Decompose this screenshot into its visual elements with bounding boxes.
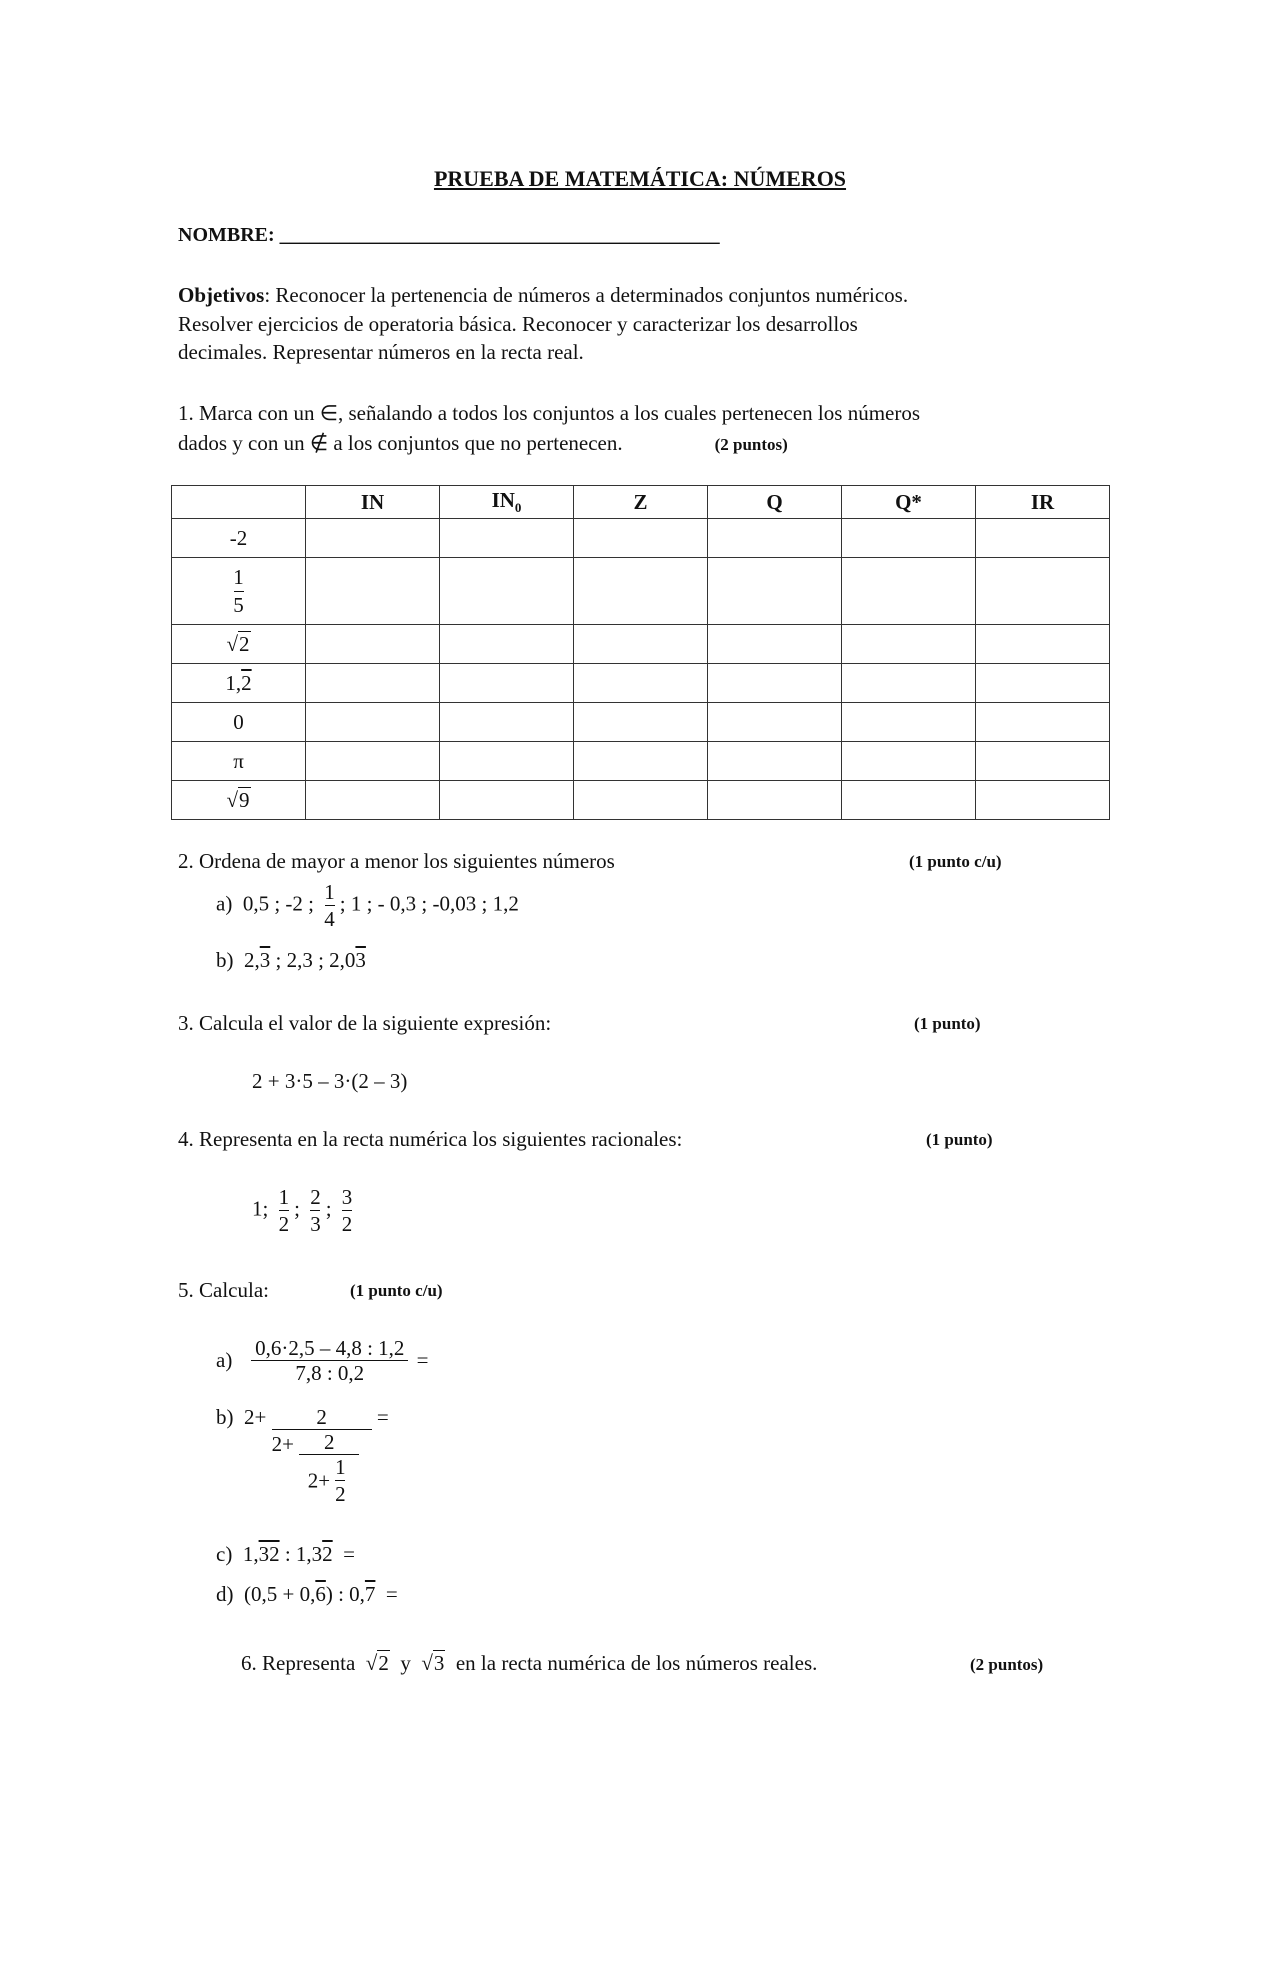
- answer-cell[interactable]: [976, 742, 1110, 781]
- answer-cell[interactable]: [440, 781, 574, 820]
- answer-cell[interactable]: [976, 625, 1110, 664]
- answer-cell[interactable]: [440, 742, 574, 781]
- table-row: [172, 664, 1110, 703]
- q4-points: (1 punto): [926, 1130, 993, 1149]
- answer-cell[interactable]: [306, 703, 440, 742]
- row-label: √2: [172, 625, 306, 664]
- objetivos-line: : Reconocer la pertenencia de números a determinados conjuntos numéricos.: [264, 283, 909, 307]
- q3-expression: 2 + 3·5 – 3·(2 – 3): [252, 1069, 408, 1093]
- table-header-row: [172, 486, 1110, 519]
- answer-cell[interactable]: [842, 742, 976, 781]
- answer-cell[interactable]: [976, 664, 1110, 703]
- nombre-field[interactable]: [178, 224, 720, 247]
- answer-cell[interactable]: [842, 558, 976, 625]
- table-row: [172, 703, 1110, 742]
- answer-cell[interactable]: [708, 664, 842, 703]
- q2-text: 2. Ordena de mayor a menor los siguientes números: [178, 849, 615, 873]
- objetivos-line: Resolver ejercicios de operatoria básica. Reconocer y caracterizar los desarrollos: [178, 311, 858, 336]
- answer-cell[interactable]: [708, 703, 842, 742]
- table-row: [172, 781, 1110, 820]
- answer-cell[interactable]: [574, 703, 708, 742]
- row-label: √9: [172, 781, 306, 820]
- answer-cell[interactable]: [708, 558, 842, 625]
- answer-cell[interactable]: [306, 625, 440, 664]
- answer-cell[interactable]: [574, 742, 708, 781]
- answer-cell[interactable]: [976, 781, 1110, 820]
- q4-numbers: 1; $\frac{1}{2}$ ; $\frac{2}{3}$ ; $\frac{3}{2}$: [252, 1185, 353, 1237]
- answer-cell[interactable]: [708, 781, 842, 820]
- answer-cell[interactable]: [976, 558, 1110, 625]
- q3-text: 3. Calcula el valor de la siguiente expresión:: [178, 1011, 552, 1035]
- header-q-star: Q*: [842, 486, 976, 519]
- q5-d: d) (0,5 + 0,6) : 0,7 =: [216, 1582, 398, 1606]
- answer-cell[interactable]: [842, 519, 976, 558]
- objetivos: [178, 281, 908, 367]
- answer-cell[interactable]: [574, 519, 708, 558]
- row-label: 1,2: [172, 664, 306, 703]
- sets-table: [171, 485, 1110, 820]
- q1-text: dados y con un ∉ a los conjuntos que no pertenecen.: [178, 431, 623, 455]
- page-title: PRUEBA DE MATEMÁTICA: NÚMEROS: [433, 166, 847, 191]
- q5-points: (1 punto c/u): [350, 1281, 443, 1300]
- question-1: [178, 398, 920, 460]
- row-label: π: [172, 742, 306, 781]
- q1-points: (2 puntos): [714, 435, 788, 454]
- table-row: [172, 742, 1110, 781]
- answer-cell[interactable]: [708, 519, 842, 558]
- q5-b: b) 2+ 2 2+ 2 2+ $\frac{1}{2}$ =: [216, 1405, 389, 1507]
- q5-a: a) $\frac{0,6\cdot 2,5 - 4,8 : 1,2}{7,8 : 0,2}$ =: [216, 1336, 429, 1386]
- q5-text: 5. Calcula:: [178, 1278, 269, 1302]
- answer-cell[interactable]: [842, 781, 976, 820]
- answer-cell[interactable]: [440, 625, 574, 664]
- answer-cell[interactable]: [306, 781, 440, 820]
- q2-b: b) 2,3 ; 2,3 ; 2,03: [216, 948, 366, 972]
- row-label: -2: [172, 519, 306, 558]
- answer-cell[interactable]: [440, 664, 574, 703]
- header-empty: [172, 486, 306, 519]
- answer-cell[interactable]: [842, 625, 976, 664]
- answer-cell[interactable]: [842, 664, 976, 703]
- q3-points: (1 punto): [914, 1014, 981, 1033]
- answer-cell[interactable]: [842, 703, 976, 742]
- answer-cell[interactable]: [976, 519, 1110, 558]
- answer-cell[interactable]: [440, 703, 574, 742]
- header-z: Z: [574, 486, 708, 519]
- answer-cell[interactable]: [306, 519, 440, 558]
- answer-cell[interactable]: [574, 558, 708, 625]
- header-ir: IR: [976, 486, 1110, 519]
- q5-c: c) 1,32 : 1,32 =: [216, 1542, 356, 1566]
- nombre-line: ____________________________________________: [279, 224, 720, 246]
- objetivos-label: Objetivos: [178, 283, 265, 307]
- header-in0: $IN_0$: [440, 486, 574, 519]
- q6-text: 6. Representa √2 y √3 en la recta numérica de los números reales.: [241, 1651, 818, 1675]
- table-row: [172, 558, 1110, 625]
- header-q: Q: [708, 486, 842, 519]
- answer-cell[interactable]: [306, 742, 440, 781]
- answer-cell[interactable]: [708, 742, 842, 781]
- answer-cell[interactable]: [306, 558, 440, 625]
- answer-cell[interactable]: [708, 625, 842, 664]
- row-label: 0: [172, 703, 306, 742]
- table-row: [172, 625, 1110, 664]
- objetivos-line: decimales. Representar números en la recta real.: [178, 340, 584, 364]
- answer-cell[interactable]: [574, 625, 708, 664]
- q6-points: (2 puntos): [970, 1655, 1044, 1674]
- answer-cell[interactable]: [440, 519, 574, 558]
- q2-points: (1 punto c/u): [909, 852, 1002, 871]
- answer-cell[interactable]: [306, 664, 440, 703]
- answer-cell[interactable]: [574, 664, 708, 703]
- table-row: [172, 519, 1110, 558]
- q2-a: a) 0,5 ; -2 ; $\frac{1}{4}$ ; 1 ; - 0,3 ; -0,03 ; 1,2: [216, 880, 519, 932]
- row-label: $\frac{1}{5}$: [172, 558, 306, 625]
- nombre-label: NOMBRE:: [178, 224, 275, 246]
- q1-text: 1. Marca con un ∈, señalando a todos los conjuntos a los cuales pertenecen los números: [178, 401, 921, 425]
- header-in: IN: [306, 486, 440, 519]
- q4-text: 4. Representa en la recta numérica los siguientes racionales:: [178, 1127, 683, 1151]
- answer-cell[interactable]: [976, 703, 1110, 742]
- answer-cell[interactable]: [574, 781, 708, 820]
- answer-cell[interactable]: [440, 558, 574, 625]
